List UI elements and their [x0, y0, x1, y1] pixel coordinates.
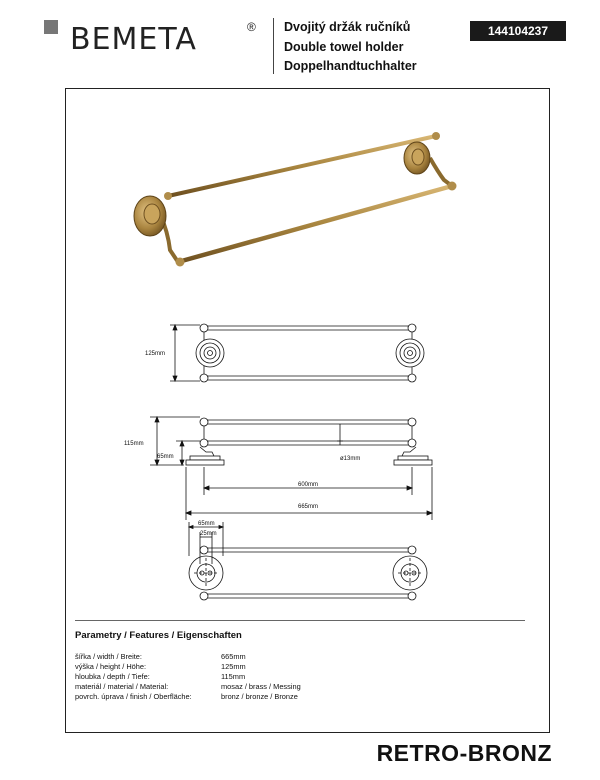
- param-value: 115mm: [221, 672, 246, 681]
- dim-front-height: 125mm: [145, 351, 166, 357]
- param-label: povrch. úprava / finish / Oberfläche:: [75, 692, 192, 701]
- dim-rosette-width: 65mm: [198, 521, 215, 527]
- side-view-drawing: [150, 417, 432, 520]
- dim-side-height-mount: 65mm: [157, 454, 174, 460]
- title-cz: Dvojitý držák ručníků: [284, 20, 411, 34]
- mounting-view-drawing: [189, 522, 427, 600]
- param-label: šířka / width / Breite:: [75, 652, 142, 661]
- param-value: 125mm: [221, 662, 246, 671]
- params-title: Parametry / Features / Eigenschaften: [75, 630, 242, 641]
- param-label: výška / height / Höhe:: [75, 662, 147, 671]
- param-label: materiál / material / Material:: [75, 682, 169, 691]
- title-de: Doppelhandtuchhalter: [284, 59, 417, 73]
- param-value: bronz / bronze / Bronze: [221, 692, 298, 701]
- params-divider: [75, 620, 525, 621]
- dim-side-height-total: 115mm: [124, 441, 144, 447]
- param-value: mosaz / brass / Messing: [221, 682, 301, 691]
- registered-mark: ®: [247, 20, 256, 34]
- param-label: hloubka / depth / Tiefe:: [75, 672, 150, 681]
- dim-diameter: ø13mm: [340, 456, 361, 462]
- title-en: Double towel holder: [284, 39, 404, 54]
- product-code-badge: 144104237: [470, 21, 566, 41]
- dim-bar-length: 600mm: [298, 482, 319, 488]
- logo-text: BEMETA: [70, 22, 197, 57]
- series-name: RETRO-BRONZ: [376, 740, 552, 766]
- param-value: 665mm: [221, 652, 246, 661]
- dim-hole-spacing: 25mm: [200, 531, 217, 537]
- front-view-drawing: [170, 324, 424, 382]
- dim-total-length: 665mm: [298, 504, 319, 510]
